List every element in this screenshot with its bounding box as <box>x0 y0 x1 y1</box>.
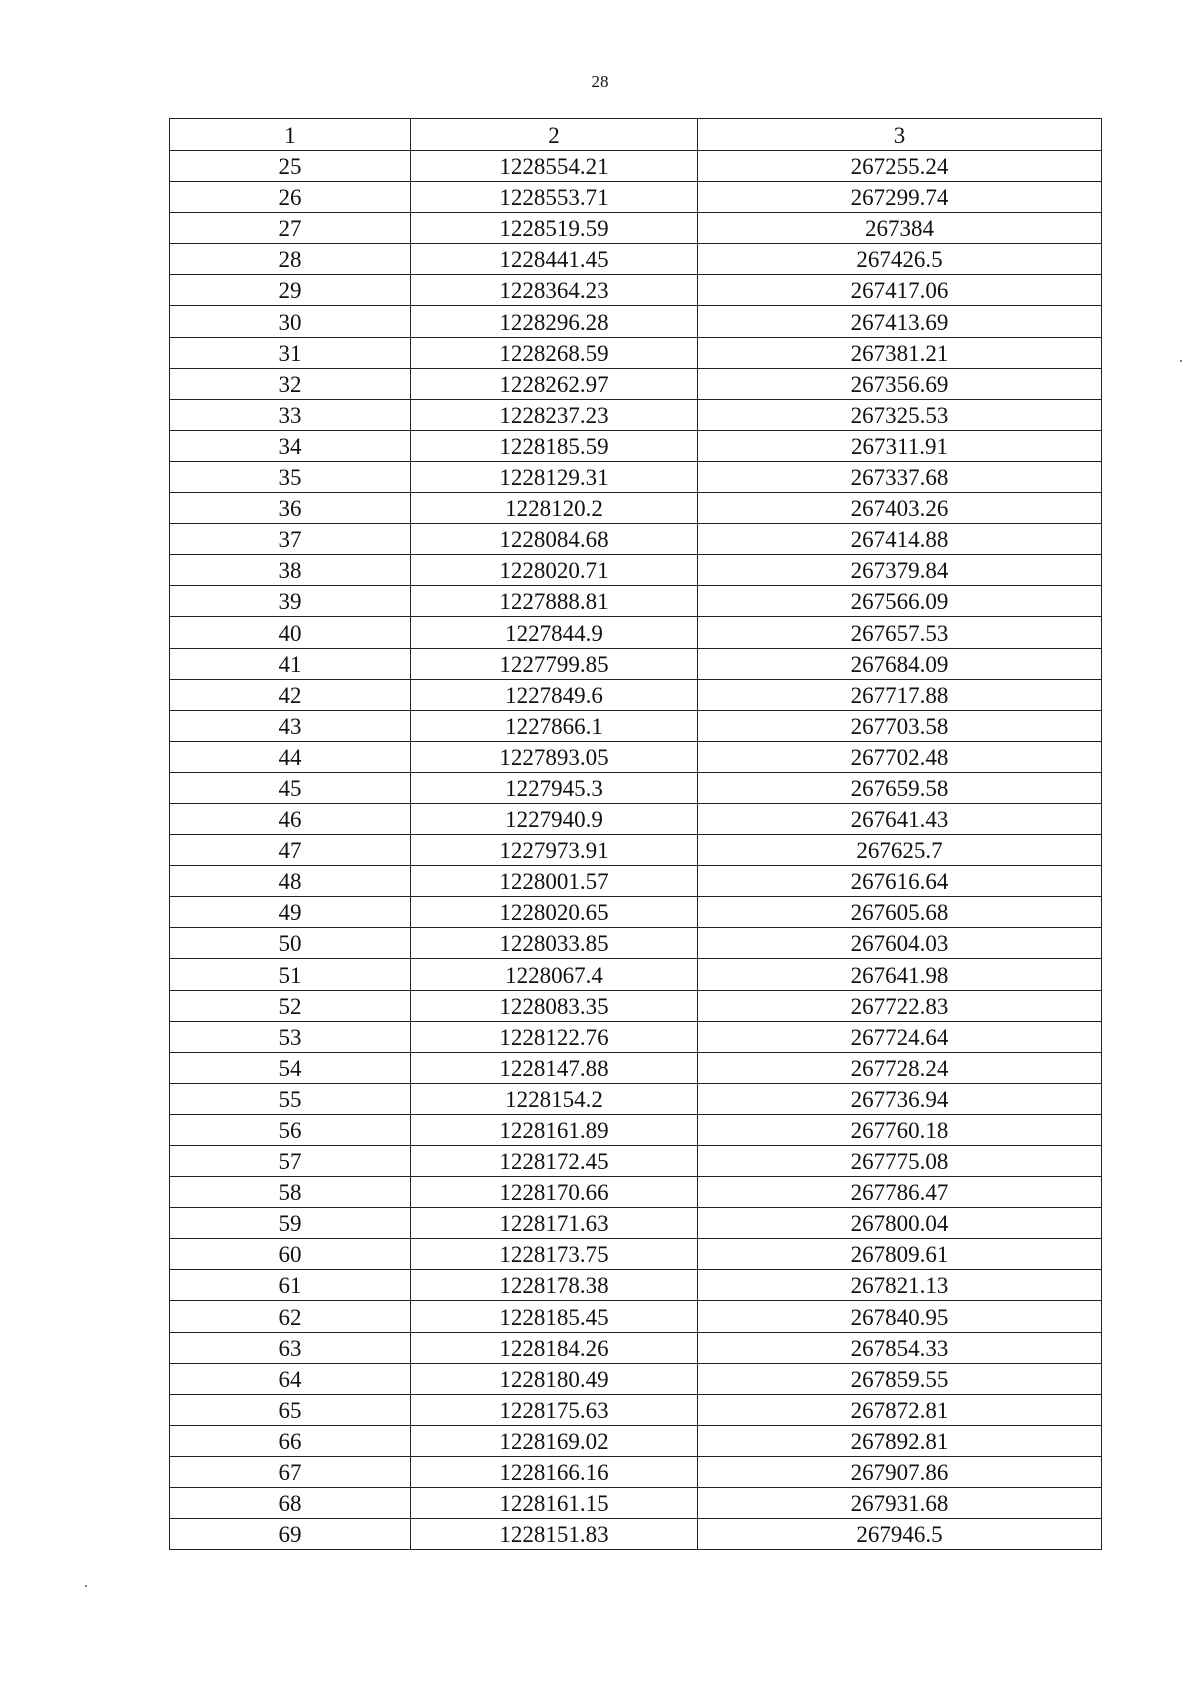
point-number-cell: 43 <box>170 710 411 741</box>
y-coordinate-cell: 267821.13 <box>698 1270 1102 1301</box>
point-number-cell: 32 <box>170 368 411 399</box>
table-row <box>170 182 1102 213</box>
point-number-cell: 67 <box>170 1456 411 1487</box>
x-coordinate-cell: 1228166.16 <box>411 1456 698 1487</box>
table-row <box>170 1519 1102 1550</box>
point-number-cell: 38 <box>170 555 411 586</box>
point-number-cell: 34 <box>170 430 411 461</box>
y-coordinate-cell: 267659.58 <box>698 772 1102 803</box>
y-coordinate-cell: 267931.68 <box>698 1488 1102 1519</box>
x-coordinate-cell: 1228147.88 <box>411 1052 698 1083</box>
x-coordinate-cell: 1227888.81 <box>411 586 698 617</box>
point-number-cell: 58 <box>170 1177 411 1208</box>
y-coordinate-cell: 267684.09 <box>698 648 1102 679</box>
y-coordinate-cell: 267724.64 <box>698 1021 1102 1052</box>
x-coordinate-cell: 1227940.9 <box>411 803 698 834</box>
point-number-cell: 62 <box>170 1301 411 1332</box>
point-number-cell: 46 <box>170 803 411 834</box>
x-coordinate-cell: 1228161.15 <box>411 1488 698 1519</box>
point-number-cell: 27 <box>170 213 411 244</box>
x-coordinate-cell: 1227945.3 <box>411 772 698 803</box>
table-row <box>170 586 1102 617</box>
point-number-cell: 66 <box>170 1425 411 1456</box>
y-coordinate-cell: 267426.5 <box>698 244 1102 275</box>
y-coordinate-cell: 267337.68 <box>698 461 1102 492</box>
table-row <box>170 959 1102 990</box>
x-coordinate-cell: 1228122.76 <box>411 1021 698 1052</box>
x-coordinate-cell: 1228296.28 <box>411 306 698 337</box>
table-row <box>170 679 1102 710</box>
x-coordinate-cell: 1228441.45 <box>411 244 698 275</box>
y-coordinate-cell: 267414.88 <box>698 524 1102 555</box>
table-row <box>170 275 1102 306</box>
y-coordinate-cell: 267605.68 <box>698 897 1102 928</box>
y-coordinate-cell: 267379.84 <box>698 555 1102 586</box>
y-coordinate-cell: 267840.95 <box>698 1301 1102 1332</box>
scan-speck <box>1180 360 1182 362</box>
x-coordinate-cell: 1228180.49 <box>411 1363 698 1394</box>
point-number-cell: 50 <box>170 928 411 959</box>
y-coordinate-cell: 267255.24 <box>698 151 1102 182</box>
table-row <box>170 244 1102 275</box>
x-coordinate-cell: 1228184.26 <box>411 1332 698 1363</box>
table-row <box>170 1456 1102 1487</box>
point-number-cell: 31 <box>170 337 411 368</box>
table-row <box>170 1332 1102 1363</box>
x-coordinate-cell: 1228364.23 <box>411 275 698 306</box>
table-row <box>170 1177 1102 1208</box>
point-number-cell: 36 <box>170 493 411 524</box>
y-coordinate-cell: 267872.81 <box>698 1394 1102 1425</box>
point-number-cell: 40 <box>170 617 411 648</box>
table-row <box>170 1270 1102 1301</box>
y-coordinate-cell: 267403.26 <box>698 493 1102 524</box>
x-coordinate-cell: 1227844.9 <box>411 617 698 648</box>
y-coordinate-cell: 267625.7 <box>698 835 1102 866</box>
page-number: 28 <box>591 72 609 91</box>
x-coordinate-cell: 1228067.4 <box>411 959 698 990</box>
table-row <box>170 1363 1102 1394</box>
table-row <box>170 461 1102 492</box>
y-coordinate-cell: 267616.64 <box>698 866 1102 897</box>
point-number-cell: 59 <box>170 1208 411 1239</box>
point-number-cell: 48 <box>170 866 411 897</box>
x-coordinate-cell: 1227866.1 <box>411 710 698 741</box>
x-coordinate-cell: 1228185.59 <box>411 430 698 461</box>
point-number-cell: 54 <box>170 1052 411 1083</box>
y-coordinate-cell: 267809.61 <box>698 1239 1102 1270</box>
table-row <box>170 524 1102 555</box>
x-coordinate-cell: 1228554.21 <box>411 151 698 182</box>
point-number-cell: 26 <box>170 182 411 213</box>
table-row <box>170 772 1102 803</box>
x-coordinate-cell: 1228083.35 <box>411 990 698 1021</box>
y-coordinate-cell: 267722.83 <box>698 990 1102 1021</box>
table-row <box>170 1488 1102 1519</box>
y-coordinate-cell: 267907.86 <box>698 1456 1102 1487</box>
x-coordinate-cell: 1228001.57 <box>411 866 698 897</box>
y-coordinate-cell: 267786.47 <box>698 1177 1102 1208</box>
x-coordinate-cell: 1227799.85 <box>411 648 698 679</box>
point-number-cell: 41 <box>170 648 411 679</box>
y-coordinate-cell: 267604.03 <box>698 928 1102 959</box>
y-coordinate-cell: 267413.69 <box>698 306 1102 337</box>
table-row <box>170 1021 1102 1052</box>
point-number-cell: 45 <box>170 772 411 803</box>
x-coordinate-cell: 1228020.65 <box>411 897 698 928</box>
x-coordinate-cell: 1228120.2 <box>411 493 698 524</box>
point-number-cell: 57 <box>170 1146 411 1177</box>
table-row <box>170 1425 1102 1456</box>
y-coordinate-cell: 267892.81 <box>698 1425 1102 1456</box>
point-number-cell: 55 <box>170 1083 411 1114</box>
point-number-cell: 69 <box>170 1519 411 1550</box>
y-coordinate-cell: 267775.08 <box>698 1146 1102 1177</box>
table-row <box>170 1239 1102 1270</box>
y-coordinate-cell: 267703.58 <box>698 710 1102 741</box>
table-row <box>170 399 1102 430</box>
x-coordinate-cell: 1228553.71 <box>411 182 698 213</box>
table-row <box>170 1301 1102 1332</box>
point-number-cell: 39 <box>170 586 411 617</box>
table-header-row <box>170 119 1102 151</box>
y-coordinate-cell: 267736.94 <box>698 1083 1102 1114</box>
x-coordinate-cell: 1228262.97 <box>411 368 698 399</box>
y-coordinate-cell: 267800.04 <box>698 1208 1102 1239</box>
coordinates-table <box>169 118 1102 1550</box>
y-coordinate-cell: 267728.24 <box>698 1052 1102 1083</box>
x-coordinate-cell: 1228268.59 <box>411 337 698 368</box>
point-number-cell: 47 <box>170 835 411 866</box>
point-number-cell: 51 <box>170 959 411 990</box>
table-row <box>170 151 1102 182</box>
table-row <box>170 835 1102 866</box>
y-coordinate-cell: 267356.69 <box>698 368 1102 399</box>
table-row <box>170 1146 1102 1177</box>
table-row <box>170 1083 1102 1114</box>
table-row <box>170 648 1102 679</box>
point-number-cell: 35 <box>170 461 411 492</box>
table-row <box>170 928 1102 959</box>
point-number-cell: 53 <box>170 1021 411 1052</box>
y-coordinate-cell: 267760.18 <box>698 1114 1102 1145</box>
table-row <box>170 866 1102 897</box>
x-coordinate-cell: 1228171.63 <box>411 1208 698 1239</box>
y-coordinate-cell: 267381.21 <box>698 337 1102 368</box>
table-row <box>170 555 1102 586</box>
point-number-cell: 44 <box>170 741 411 772</box>
x-coordinate-cell: 1228084.68 <box>411 524 698 555</box>
table-row <box>170 803 1102 834</box>
point-number-cell: 25 <box>170 151 411 182</box>
x-coordinate-cell: 1228237.23 <box>411 399 698 430</box>
x-coordinate-cell: 1228170.66 <box>411 1177 698 1208</box>
x-coordinate-cell: 1228172.45 <box>411 1146 698 1177</box>
y-coordinate-cell: 267717.88 <box>698 679 1102 710</box>
table-row <box>170 493 1102 524</box>
table-row <box>170 430 1102 461</box>
x-coordinate-cell: 1228178.38 <box>411 1270 698 1301</box>
table-row <box>170 741 1102 772</box>
y-coordinate-cell: 267859.55 <box>698 1363 1102 1394</box>
y-coordinate-cell: 267325.53 <box>698 399 1102 430</box>
y-coordinate-cell: 267946.5 <box>698 1519 1102 1550</box>
point-number-cell: 49 <box>170 897 411 928</box>
table-row <box>170 306 1102 337</box>
table-row <box>170 1114 1102 1145</box>
point-number-cell: 56 <box>170 1114 411 1145</box>
point-number-cell: 37 <box>170 524 411 555</box>
x-coordinate-cell: 1227849.6 <box>411 679 698 710</box>
y-coordinate-cell: 267384 <box>698 213 1102 244</box>
table-body <box>170 119 1102 1550</box>
y-coordinate-cell: 267311.91 <box>698 430 1102 461</box>
point-number-cell: 52 <box>170 990 411 1021</box>
column-header-2: 2 <box>411 119 698 151</box>
x-coordinate-cell: 1228173.75 <box>411 1239 698 1270</box>
table-row <box>170 897 1102 928</box>
y-coordinate-cell: 267641.43 <box>698 803 1102 834</box>
table-row <box>170 213 1102 244</box>
x-coordinate-cell: 1228020.71 <box>411 555 698 586</box>
y-coordinate-cell: 267417.06 <box>698 275 1102 306</box>
x-coordinate-cell: 1228151.83 <box>411 1519 698 1550</box>
point-number-cell: 28 <box>170 244 411 275</box>
x-coordinate-cell: 1227893.05 <box>411 741 698 772</box>
table-row <box>170 1208 1102 1239</box>
y-coordinate-cell: 267702.48 <box>698 741 1102 772</box>
scan-speck <box>85 1585 87 1587</box>
x-coordinate-cell: 1228033.85 <box>411 928 698 959</box>
table-row <box>170 337 1102 368</box>
point-number-cell: 63 <box>170 1332 411 1363</box>
x-coordinate-cell: 1228169.02 <box>411 1425 698 1456</box>
y-coordinate-cell: 267641.98 <box>698 959 1102 990</box>
point-number-cell: 29 <box>170 275 411 306</box>
column-header-1: 1 <box>170 119 411 151</box>
point-number-cell: 30 <box>170 306 411 337</box>
table-row <box>170 617 1102 648</box>
x-coordinate-cell: 1228154.2 <box>411 1083 698 1114</box>
point-number-cell: 33 <box>170 399 411 430</box>
x-coordinate-cell: 1228175.63 <box>411 1394 698 1425</box>
x-coordinate-cell: 1228129.31 <box>411 461 698 492</box>
y-coordinate-cell: 267299.74 <box>698 182 1102 213</box>
y-coordinate-cell: 267566.09 <box>698 586 1102 617</box>
column-header-3: 3 <box>698 119 1102 151</box>
y-coordinate-cell: 267657.53 <box>698 617 1102 648</box>
x-coordinate-cell: 1228519.59 <box>411 213 698 244</box>
point-number-cell: 65 <box>170 1394 411 1425</box>
point-number-cell: 61 <box>170 1270 411 1301</box>
table-row <box>170 1394 1102 1425</box>
x-coordinate-cell: 1228185.45 <box>411 1301 698 1332</box>
x-coordinate-cell: 1227973.91 <box>411 835 698 866</box>
point-number-cell: 64 <box>170 1363 411 1394</box>
table-row <box>170 368 1102 399</box>
x-coordinate-cell: 1228161.89 <box>411 1114 698 1145</box>
table-row <box>170 710 1102 741</box>
y-coordinate-cell: 267854.33 <box>698 1332 1102 1363</box>
point-number-cell: 42 <box>170 679 411 710</box>
point-number-cell: 60 <box>170 1239 411 1270</box>
point-number-cell: 68 <box>170 1488 411 1519</box>
table-row <box>170 1052 1102 1083</box>
table-row <box>170 990 1102 1021</box>
